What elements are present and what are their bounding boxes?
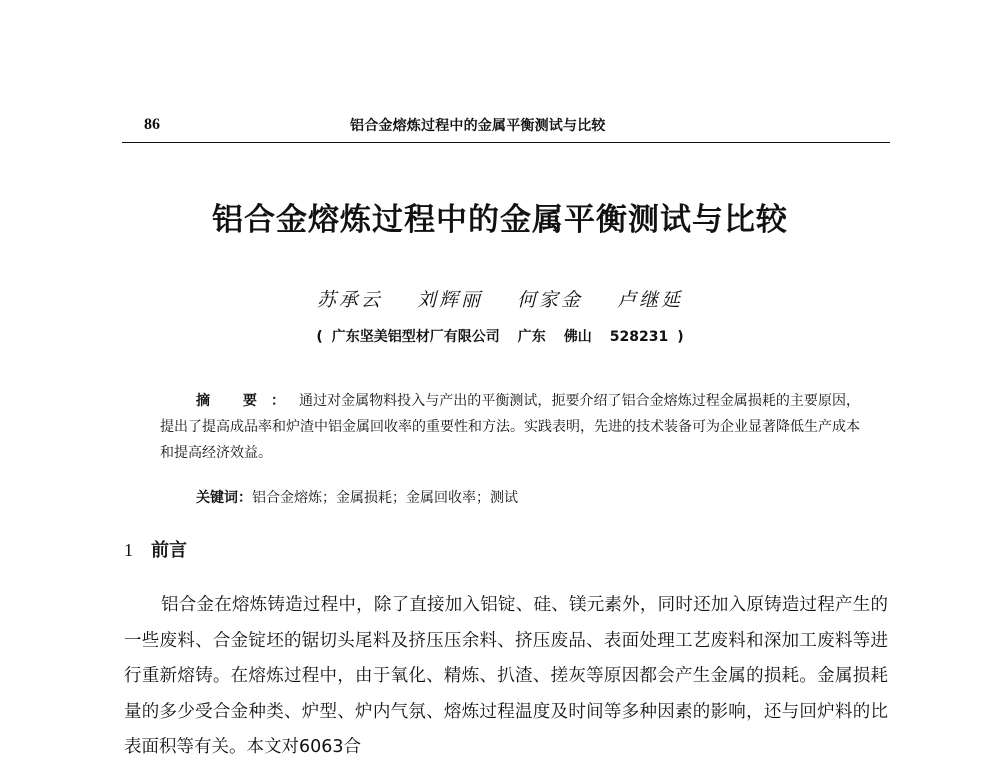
author-name: 苏承云 [316, 289, 383, 311]
keywords-text: 铝合金熔炼；金属损耗；金属回收率；测试 [252, 490, 518, 506]
affiliation [0, 326, 1000, 346]
page-number: 86 [144, 116, 160, 133]
running-header [122, 112, 890, 143]
section-title: 前言 [151, 540, 187, 561]
affiliation-province: 广东 [517, 329, 546, 345]
abstract-label: 摘 要： [196, 393, 299, 409]
affiliation-postcode: 528231 [609, 329, 669, 345]
affiliation-open-paren: ( [316, 329, 323, 345]
abstract-text: 通过对金属物料投入与产出的平衡测试，扼要介绍了铝合金熔炼过程金属损耗的主要原因，提出了提高成品率和炉渣中铝金属回收率的重要性和方法。实践表明，先进的技术装备可为企业显著降低生产成本和提高经济效益。 [160, 393, 861, 461]
section-number: 1 [124, 540, 133, 560]
affiliation-close-paren: ) [677, 329, 684, 345]
abstract [160, 388, 860, 466]
running-title: 铝合金熔炼过程中的金属平衡测试与比较 [350, 118, 606, 134]
article-title: 铝合金熔炼过程中的金属平衡测试与比较 [212, 202, 788, 238]
keywords-label: 关键词： [196, 490, 252, 506]
affiliation-company: 广东坚美铝型材厂有限公司 [331, 329, 500, 345]
section-heading [124, 536, 187, 562]
author-list [0, 285, 1000, 312]
keywords [196, 487, 856, 507]
author-name: 刘辉丽 [416, 289, 483, 311]
author-name: 何家金 [517, 289, 584, 311]
affiliation-city: 佛山 [563, 329, 592, 345]
author-name: 卢继延 [617, 289, 684, 311]
body-paragraph: 铝合金在熔炼铸造过程中，除了直接加入铝锭、硅、镁元素外，同时还加入原铸造过程产生的一些废料、合金锭坯的锯切头尾料及挤压压余料、挤压废品、表面处理工艺废料和深加工废料等进行重新熔铸。在熔炼过程中，由于氧化、精炼、扒渣、搓灰等原因都会产生金属的损耗。金属损耗量的多少受合金种类、炉型、炉内气氛、熔炼过程温度及时间等多种因素的影响，还与回炉料的比表面积等有关。本文对6063合 [124, 595, 888, 757]
